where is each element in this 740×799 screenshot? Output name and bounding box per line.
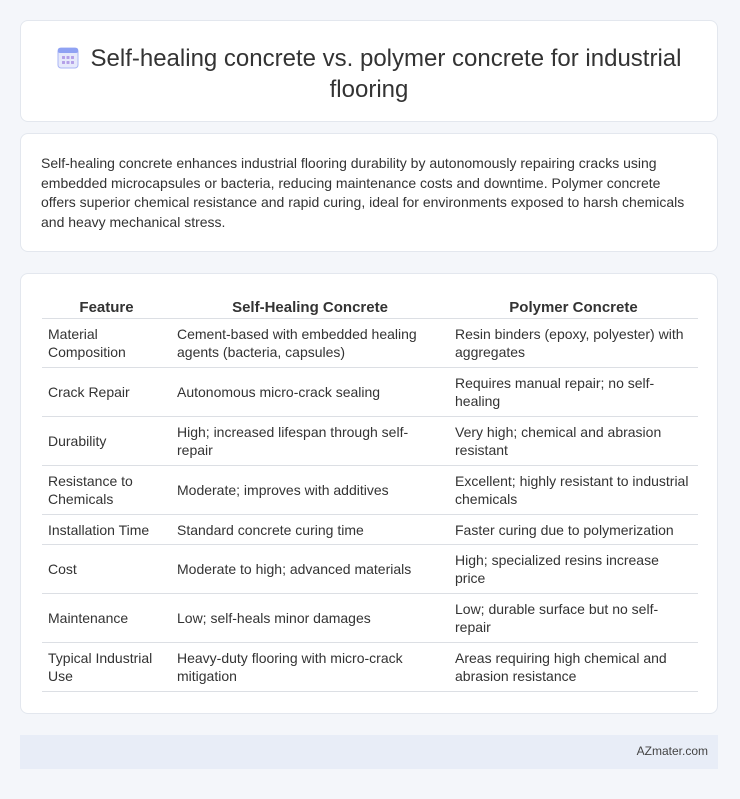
summary-card [20, 133, 718, 252]
row-feature: Cost [42, 545, 171, 594]
row-self-healing: High; increased lifespan through self-repair [171, 417, 449, 466]
table-row [42, 643, 698, 692]
row-polymer: Areas requiring high chemical and abrasion resistance [449, 643, 698, 692]
row-feature: Material Composition [42, 319, 171, 368]
row-self-healing: Heavy-duty flooring with micro-crack mitigation [171, 643, 449, 692]
row-polymer: Low; durable surface but no self-repair [449, 594, 698, 643]
header-self-healing: Self-Healing Concrete [171, 296, 449, 319]
table-header-row [42, 296, 698, 319]
header-polymer: Polymer Concrete [449, 296, 698, 319]
table-row [42, 466, 698, 515]
row-feature: Crack Repair [42, 368, 171, 417]
row-polymer: Faster curing due to polymerization [449, 515, 698, 545]
row-self-healing: Autonomous micro-crack sealing [171, 368, 449, 417]
row-polymer: Very high; chemical and abrasion resistant [449, 417, 698, 466]
row-feature: Resistance to Chemicals [42, 466, 171, 515]
comparison-table [42, 296, 698, 692]
table-row [42, 515, 698, 545]
table-row [42, 417, 698, 466]
footer-brand[interactable]: AZmater.com [636, 744, 708, 758]
row-polymer: High; specialized resins increase price [449, 545, 698, 594]
footer-bar [20, 735, 718, 769]
table-row [42, 545, 698, 594]
table-row [42, 368, 698, 417]
page-title [57, 45, 682, 103]
row-self-healing: Low; self-heals minor damages [171, 594, 449, 643]
table-row [42, 319, 698, 368]
table-row [42, 594, 698, 643]
title-wrap [21, 43, 717, 105]
row-self-healing: Cement-based with embedded healing agents (bacteria, capsules) [171, 319, 449, 368]
row-polymer: Resin binders (epoxy, polyester) with aggregates [449, 319, 698, 368]
header-feature: Feature [42, 296, 171, 319]
row-feature: Maintenance [42, 594, 171, 643]
row-feature: Typical Industrial Use [42, 643, 171, 692]
row-self-healing: Moderate; improves with additives [171, 466, 449, 515]
row-polymer: Excellent; highly resistant to industrial chemicals [449, 466, 698, 515]
row-feature: Durability [42, 417, 171, 466]
row-feature: Installation Time [42, 515, 171, 545]
row-self-healing: Moderate to high; advanced materials [171, 545, 449, 594]
summary-paragraph: Self-healing concrete enhances industrial flooring durability by autonomously repairing cracks using embedded microcapsules or bacteria, reducing maintenance costs and downtime. Polymer concrete offers superior chemical resistance and rapid curing, ideal for environments exposed to harsh chemicals and heavy mechanical stress. [41, 155, 685, 230]
row-self-healing: Standard concrete curing time [171, 515, 449, 545]
comparison-card [20, 273, 718, 714]
page-title-text: Self-healing concrete vs. polymer concrete for industrial flooring [90, 45, 682, 103]
calendar-icon [57, 45, 79, 69]
row-polymer: Requires manual repair; no self-healing [449, 368, 698, 417]
title-card [20, 20, 718, 122]
